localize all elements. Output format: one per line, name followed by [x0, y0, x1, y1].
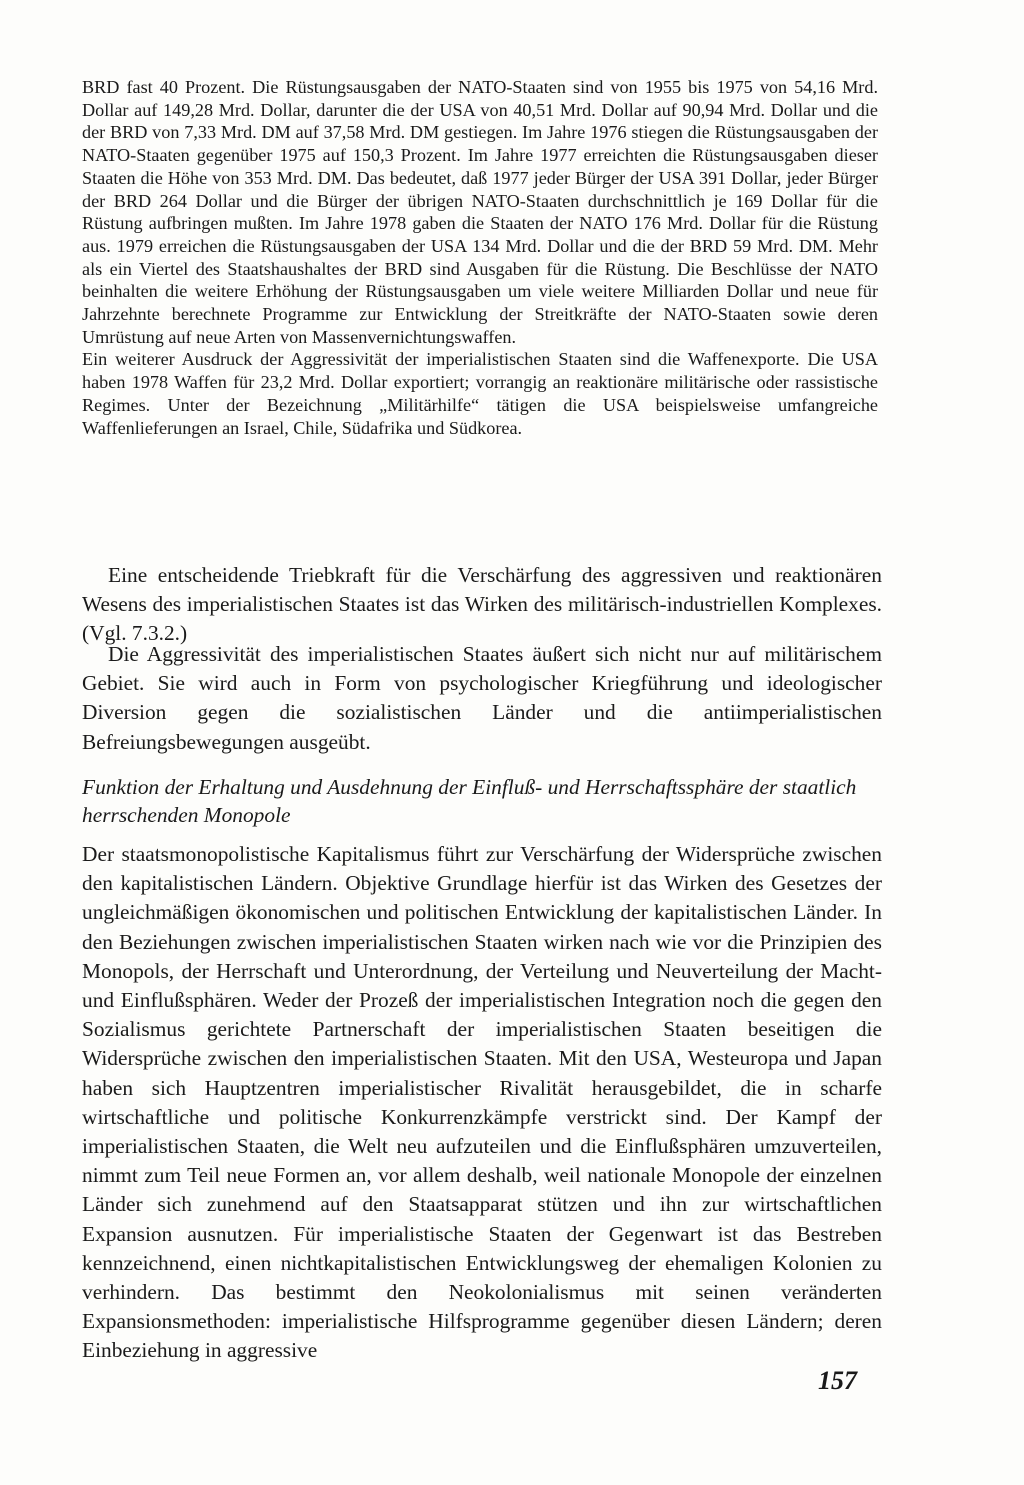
- body-block-aggressivitaet: [82, 640, 882, 757]
- body-block-main: [82, 840, 882, 1366]
- page-number: 157: [818, 1366, 857, 1395]
- small-print-paragraph-armament: BRD fast 40 Prozent. Die Rüstungsausgaben der NATO-Staaten sind von 1955 bis 1975 von 54,16 Mrd. Dollar auf 149,28 Mrd. Dollar, darunter die der USA von 40,51 Mrd. Dollar auf 90,94 Mrd. Dollar und die der BRD von 7,33 Mrd. DM auf 37,58 Mrd. DM gestiegen. Im Jahre 1976 stiegen die Rüstungsausgaben der NATO-Staaten gegenüber 1975 auf 150,3 Prozent. Im Jahre 1977 erreichten die Rüstungsausgaben dieser Staaten die Höhe von 353 Mrd. DM. Das bedeutet, daß 1977 jeder Bürger der USA 391 Dollar, jeder Bürger der BRD 264 Dollar und die Bürger der übrigen NATO-Staaten durchschnittlich je 169 Dollar für die Rüstung aufbringen mußten. Im Jahre 1978 gaben die Staaten der NATO 176 Mrd. Dollar für die Rüstung aus. 1979 erreichen die Rüstungsausgaben der USA 134 Mrd. Dollar und die der BRD 59 Mrd. DM. Mehr als ein Viertel des Staatshaushaltes der BRD sind Ausgaben für die Rüstung. Die Beschlüsse der NATO beinhalten die weitere Erhöhung der Rüstungsausgaben um viele weitere Milliarden Dollar und neue für Jahrzehnte berechnete Programme zur Entwicklung der Streitkräfte der NATO-Staaten sowie deren Umrüstung auf neue Arten von Massenvernichtungswaffen.: [82, 77, 878, 347]
- small-print-paragraph-weapon-exports: Ein weiterer Ausdruck der Aggressivität der imperialistischen Staaten sind die Waffenexporte. Die USA haben 1978 Waffen für 23,2 Mrd. Dollar exportiert; vorrangig an reaktionäre militärische oder rassistische Regimes. Unter der Bezeichnung „Militärhilfe“ tätigen die USA beispielsweise umfangreiche Waffenlieferungen an Israel, Chile, Südafrika und Südkorea.: [82, 349, 878, 438]
- section-heading: Funktion der Erhaltung und Ausdehnung der Einfluß- und Herrschaftssphäre der staatlich herrschenden Monopole: [82, 775, 857, 827]
- small-print-block: [82, 76, 878, 439]
- paragraph-main: Der staatsmonopolistische Kapitalismus führt zur Verschärfung der Widersprüche zwischen den kapitalistischen Ländern. Objektive Grundlage hierfür ist das Wirken des Gesetzes der ungleichmäßigen ökonomischen und politischen Entwicklung der kapitalistischen Länder. In den Beziehungen zwischen imperialistischen Staaten wirken nach wie vor die Prinzipien des Monopols, der Herrschaft und Unterordnung, der Verteilung und Neuverteilung der Macht- und Einflußsphären. Weder der Prozeß der imperialistischen Integration noch die gegen den Sozialismus gerichtete Partnerschaft der imperialistischen Staaten beseitigen die Widersprüche zwischen den imperialistischen Staaten. Mit den USA, Westeuropa und Japan haben sich Hauptzentren imperialistischer Rivalität herausgebildet, die in scharfe wirtschaftliche und politische Konkurrenzkämpfe verstrickt sind. Der Kampf der imperialistischen Staaten, die Welt neu aufzuteilen und die Einflußsphären umzuverteilen, nimmt zum Teil neue Formen an, vor allem deshalb, weil nationale Monopole der einzelnen Länder sich zunehmend auf den Staatsapparat stützen und ihn zur wirtschaftlichen Expansion ausnutzen. Für imperialistische Staaten der Gegenwart ist das Bestreben kennzeichnend, einen nichtkapitalistischen Entwicklungsweg der ehemaligen Kolonien zu verhindern. Das bestimmt den Neokolonialismus mit seinen veränderten Expansionsmethoden: imperialistische Hilfsprogramme gegenüber diesen Ländern; deren Einbeziehung in aggressive: [82, 842, 882, 1363]
- paragraph-aggressivitaet: Die Aggressivität des imperialistischen Staates äußert sich nicht nur auf militärischem Gebiet. Sie wird auch in Form von psychologischer Kriegführung und ideologischer Diversion gegen die sozialistischen Länder und die antiimperialistischen Befreiungsbewegungen ausgeübt.: [82, 642, 882, 754]
- body-block-triebkraft: [82, 561, 882, 649]
- paragraph-triebkraft: Eine entscheidende Triebkraft für die Verschärfung des aggressiven und reaktionären Wesens des imperialistischen Staates ist das Wirken des militärisch-industriellen Komplexes. (Vgl. 7.3.2.): [82, 563, 882, 646]
